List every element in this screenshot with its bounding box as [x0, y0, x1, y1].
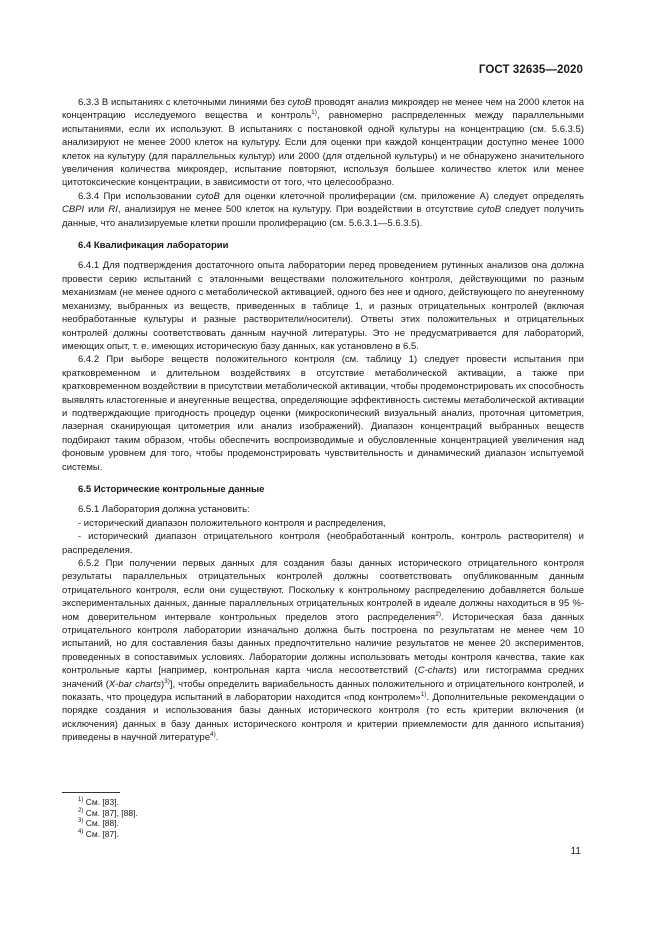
- footnote-mark: 3): [78, 818, 84, 825]
- paragraph-6-5-1: 6.5.1 Лаборатория должна установить:: [78, 504, 250, 516]
- paragraph-6-4-1: 6.4.1 Для подтверждения достаточного опыта лаборатории перед проведением рутинных анализов она должна провести серию испытаний с эталонными веществами положительного контроля, действующими по разным механизмам (не менее одного с метаболической активацией, одного без нее и одного, действующего по анеугенному механизму, выбранных из веществ, приведенных в таблице 1, и разных отрицательных контролей (включая необработанные культуры и разные растворители/носители). Ответы этих положительных и отрицательных контролей должны соответствовать данным научной литературы. Это не предусматривается для лабораторий, имеющих опыт, т. е. имеющих историческую базу данных, как установлено в 6.5.: [62, 260, 584, 352]
- text-run: ): [160, 678, 165, 690]
- footnote-item: [62, 797, 312, 808]
- footnote-item: [62, 829, 312, 840]
- footnote-mark: 2): [78, 807, 84, 814]
- text-run: следует получить данные, что анализируемые клетки прошли пролиферацию (см. 5.6.3.1—5.6.3.5).: [62, 204, 584, 229]
- list-item: - исторический диапазон отрицательного контроля (необработанный контроль, контроль растворителя) и распределения.: [62, 531, 584, 556]
- page-number: 11: [570, 846, 581, 857]
- footnote-text: См. [87].: [83, 828, 119, 839]
- footnote-text: См. [88].: [83, 818, 119, 828]
- main-text: [62, 96, 584, 745]
- footnote-text: См. [83].: [83, 797, 119, 807]
- paragraph-6-3-4: [62, 190, 584, 230]
- footnote-divider: [62, 792, 120, 793]
- italic-run: cytoB: [196, 190, 220, 202]
- italic-run: C-charts: [417, 665, 454, 677]
- italic-run: CBPI: [62, 204, 85, 216]
- text-run: проводят анализ микроядер не менее чем на 2000 клеток на концентрацию исследуемого вещества и контроль: [62, 97, 584, 122]
- footnote-ref: 2): [435, 610, 441, 618]
- paragraph-6-5-2: [62, 557, 584, 745]
- footnote-item: [62, 808, 312, 819]
- text-run: , анализируя не менее 500 клеток на культуру. При воздействии в отсутствие: [117, 204, 478, 216]
- text-run: .: [215, 732, 219, 744]
- paragraph-6-3-3: [62, 96, 584, 190]
- text-run: , равномерно распределенных между параллельными испытаниями, если их используют. В испытаниях с постановкой одной культуры на концентрацию (см. 5.6.3.5) анализируют не менее 2000 клеток на культуру. Если для оценки при каждой концентрации доступно менее 1000 клеток на культуру (для параллельных культур) или 2000 (для отдельной культуры) и не обнаружено значительного увеличения количества микроядер, испытание повторяют, используя большее количество клеток или менее цитотоксические концентрации, в зависимости от того, что целесообразно.: [62, 110, 584, 189]
- list-item: - исторический диапазон положительного контроля и распределения,: [78, 517, 386, 529]
- text-run: для оценки клеточной пролиферации (см. приложение А) следует определять: [219, 190, 585, 202]
- standard-header: ГОСТ 32635—2020: [478, 64, 583, 76]
- footnote-ref: 4): [209, 731, 216, 739]
- footnote-mark: 1): [78, 797, 84, 804]
- text-run: . Историческая база данных отрицательного контроля лаборатории изначально должна быть построена по результатам не менее чем 10 испытаний, но для составления базы данных предпочтительно наличие результатов не менее 20 экспериментов, проведенных в сопоставимых условиях. Лаборатории должны использовать методы контроля качества, такие как контрольные карты [например, контрольная карта числа несоответствий (: [62, 611, 585, 677]
- footnotes: [62, 792, 312, 839]
- footnote-mark: 4): [78, 828, 84, 835]
- text-run: 6.5.2 При получении первых данных для создания базы данных исторического отрицательного контроля результаты параллельных отрицательных контролей должны соответствовать опубликованным данным отрицательного контроля, если они существуют. Поскольку к контрольному распределению добавляется больше экспериментальных данных, данные параллельных отрицательных контролей в идеале должны находиться в 95 %-ном доверительном интервале контрольных пределов этого распределения: [62, 558, 584, 623]
- italic-run: cytoB: [287, 97, 312, 108]
- text-run: 6.3.4 При использовании: [78, 190, 197, 202]
- italic-run: cytoB: [477, 204, 502, 216]
- text-run: ], чтобы определить вариабельность данных положительного и отрицательного контролей, и показать, что процедура испытаний в лаборатории находится «под контролем»: [62, 678, 584, 704]
- text-run: ) или гистограмма средних значений (: [62, 665, 584, 690]
- text-run: или: [84, 204, 109, 216]
- text-run: . Дополнительные рекомендации о порядке создания и использования базы данных исторического контроля (то есть критерии включения (и исключения) данных в базу данных исторического контроля и критерии приемлемости для данного испытания) приведены в научной литературе: [62, 692, 584, 744]
- italic-run: RI: [108, 204, 118, 216]
- italic-run: X-bar charts: [108, 678, 161, 690]
- section-title-6-4: 6.4 Квалификация лаборатории: [78, 240, 229, 252]
- paragraph-6-4-2: 6.4.2 При выборе веществ положительного контроля (см. таблицу 1) следует провести испытания при кратковременном и длительном воздействиях в отсутствие метаболической активации, а также при кратковременном воздействии в присутствии метаболической активации, чтобы продемонстрировать их способность выявлять кластогенные и анеугенные вещества, определяющие эффективность системы метаболической активации и подтверждающие пригодность процедур оценки (микроскопический визуальный анализ, проточная цитометрия, лазерная сканирующая цитометрия или анализ изображений). Диапазон концентраций выбранных веществ подбирают таким образом, чтобы обеспечить воспроизводимые и обусловленные концентрацией увеличения над фоновым уровнем для того, чтобы продемонстрировать чувствительность и динамический диапазон испытуемой системы.: [62, 354, 584, 473]
- footnote-text: См. [87], [88].: [83, 807, 138, 818]
- text-run: 6.3.3 В испытаниях с клеточными линиями без: [78, 97, 288, 108]
- footnote-ref: 3): [164, 677, 170, 685]
- footnote-ref: 1): [311, 109, 317, 117]
- footnote-item: [62, 818, 312, 829]
- footnote-ref: 1): [420, 690, 427, 698]
- section-title-6-5: 6.5 Исторические контрольные данные: [78, 483, 265, 495]
